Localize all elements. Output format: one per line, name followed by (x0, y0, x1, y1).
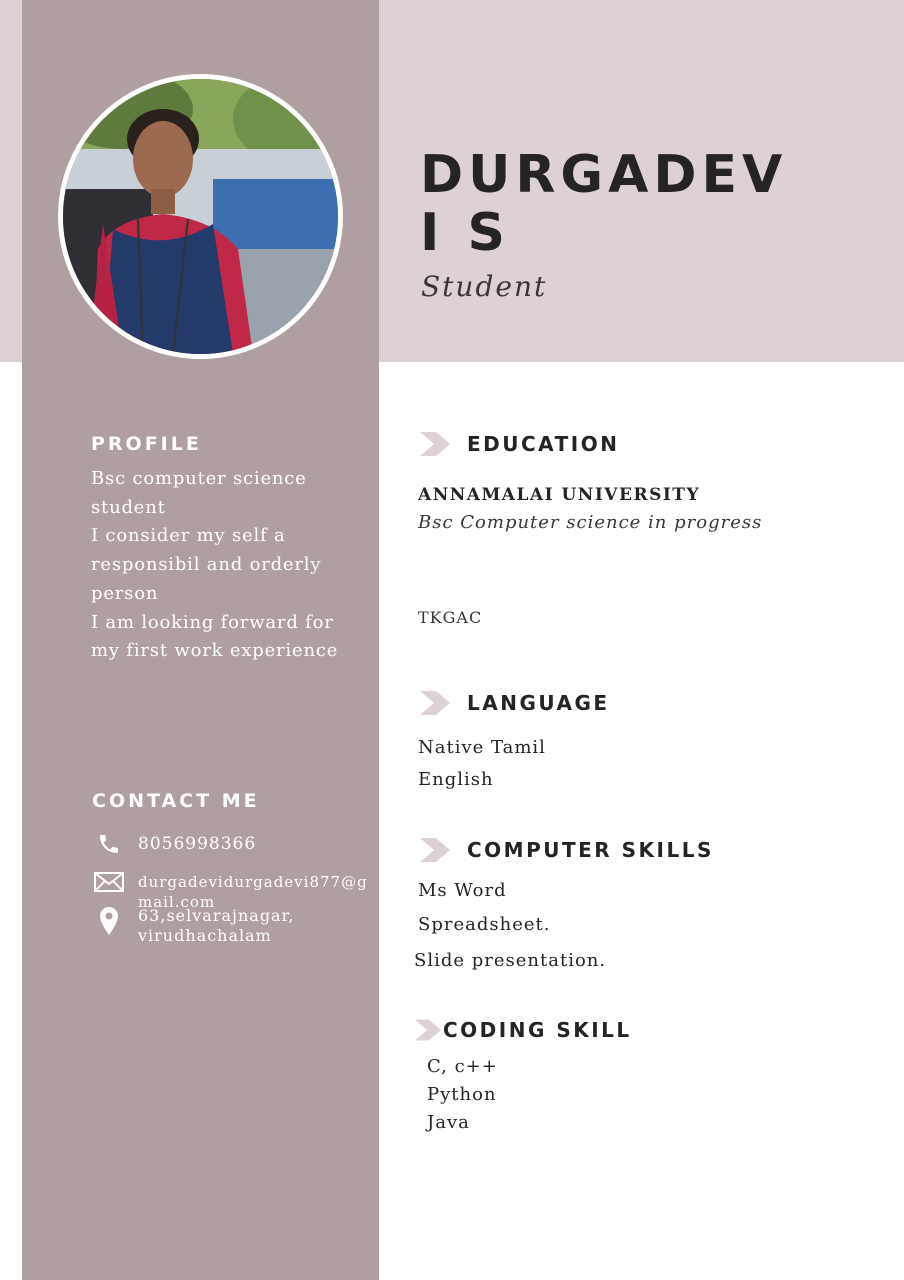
phone-number[interactable]: 8056998366 (138, 834, 257, 854)
profile-text (91, 465, 341, 666)
coding-item: C, c++ (427, 1056, 498, 1077)
chevron-right-icon (420, 432, 450, 456)
candidate-role: Student (421, 270, 548, 303)
skill-item: Spreadsheet. (418, 914, 551, 935)
address (138, 906, 295, 946)
profile-line: I consider my self a responsibil and orderly person (91, 525, 322, 604)
profile-line: Bsc computer science student (91, 468, 307, 518)
chevron-right-icon (415, 1019, 441, 1041)
address-line: 63,selvarajnagar, (138, 906, 295, 925)
profile-heading: PROFILE (91, 433, 202, 455)
coding-item: Java (427, 1112, 470, 1133)
coding-skill-heading-label: CODING SKILL (443, 1018, 632, 1042)
contact-address-row (92, 906, 295, 946)
contact-phone-row (92, 832, 256, 862)
language-heading (420, 691, 610, 715)
mail-icon (92, 872, 126, 902)
university-name: ANNAMALAI UNIVERSITY (418, 485, 701, 505)
language-heading-label: LANGUAGE (467, 691, 610, 715)
education-heading (420, 432, 619, 456)
candidate-name: DURGADEVI S (420, 145, 788, 263)
skill-item: Slide presentation. (414, 950, 607, 971)
coding-skill-heading (415, 1018, 632, 1042)
education-heading-label: EDUCATION (467, 432, 620, 456)
phone-icon (92, 832, 126, 862)
email-address[interactable]: durgadevidurgadevi877@gmail.com (138, 873, 368, 911)
location-pin-icon (92, 906, 126, 938)
profile-photo (58, 74, 343, 359)
chevron-right-icon (420, 838, 450, 862)
computer-skills-heading (420, 838, 714, 862)
coding-item: Python (427, 1084, 497, 1105)
school-name: TKGAC (418, 608, 483, 627)
address-line: virudhachalam (138, 926, 272, 945)
profile-line: I am looking forward for my first work experience (91, 611, 339, 662)
skill-item: Ms Word (418, 880, 507, 901)
computer-skills-heading-label: COMPUTER SKILLS (467, 838, 714, 862)
chevron-right-icon (420, 691, 450, 715)
degree: Bsc Computer science in progress (418, 512, 763, 533)
contact-heading: CONTACT ME (92, 790, 260, 812)
language-item: English (418, 769, 494, 790)
language-item: Native Tamil (418, 737, 546, 758)
